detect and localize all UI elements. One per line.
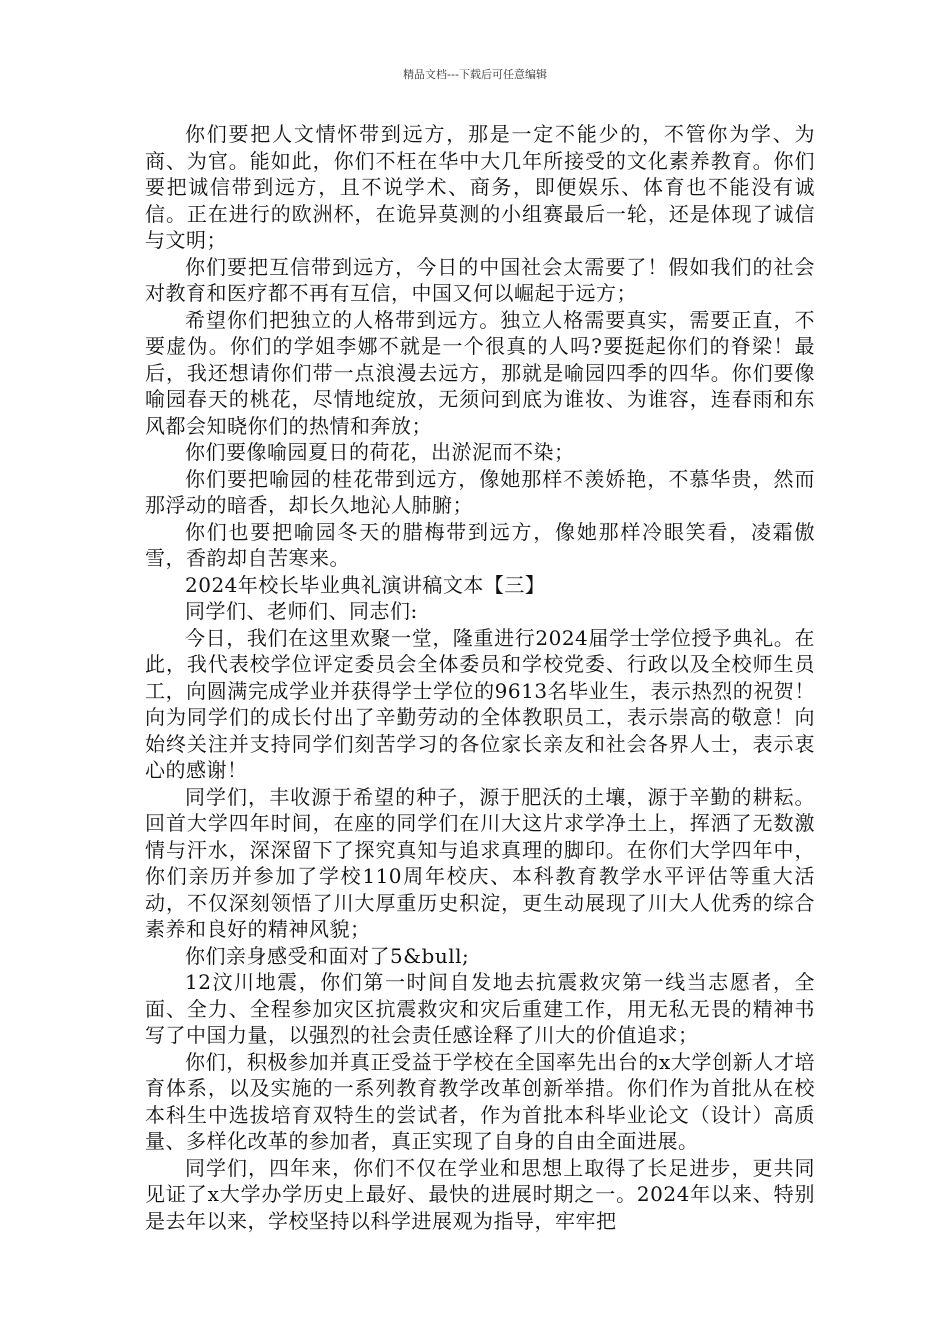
paragraph: 你们要把人文情怀带到远方，那是一定不能少的，不管你为学、为商、为官。能如此，你们不枉在华中大几年所接受的文化素养教育。你们要把诚信带到远方，且不说学术、商务，即便娱乐、体育也不能没有诚信。正在进行的欧洲杯，在诡异莫测的小组赛最后一轮，还是体现了诚信与文明； — [145, 122, 815, 252]
paragraph: 你们要像喻园夏日的荷花，出淤泥而不染； — [185, 440, 575, 464]
paragraph: 你们要把互信带到远方，今日的中国社会太需要了！假如我们的社会对教育和医疗都不再有互信，中国又何以崛起于远方； — [145, 254, 815, 305]
document-body — [145, 121, 815, 1234]
section-title: 2024年校长毕业典礼演讲稿文本【三】 — [185, 572, 546, 597]
page-header: 精品文档---下载后可任意编辑 — [403, 68, 547, 81]
paragraph: 你们也要把喻园冬天的腊梅带到远方，像她那样冷眼笑看，凌霜傲雪，香韵却自苦寒来。 — [145, 519, 815, 570]
paragraph: 12汶川地震，你们第一时间自发地去抗震救灾第一线当志愿者，全面、全力、全程参加灾区抗震救灾和灾后重建工作，用无私无畏的精神书写了中国力量，以强烈的社会责任感诠释了川大的价值追求； — [145, 970, 815, 1047]
paragraph: 同学们，四年来，你们不仅在学业和思想上取得了长足进步，更共同见证了x大学办学历史上最好、最快的进展时期之一。2024年以来、特别是去年以来，学校坚持以科学进展观为指导，牢牢把 — [145, 1155, 815, 1233]
paragraph: 你们，积极参加并真正受益于学校在全国率先出台的x大学创新人才培育体系，以及实施的一系列教育教学改革创新举措。你们作为首批从在校本科生中选拔培育双特生的尝试者，作为首批本科毕业论文（设计）高质量、多样化改革的参加者，真正实现了自身的自由全面进展。 — [145, 1049, 815, 1153]
paragraph: 你们要把喻园的桂花带到远方，像她那样不羡娇艳，不慕华贵，然而那浮动的暗香，却长久地沁人肺腑； — [145, 466, 815, 517]
paragraph: 今日，我们在这里欢聚一堂，隆重进行2024届学士学位授予典礼。在此，我代表校学位评定委员会全体委员和学校党委、行政以及全校师生员工，向圆满完成学业并获得学士学位的9613名毕业生，表示热烈的祝贺！向为同学们的成长付出了辛勤劳动的全体教职员工，表示崇高的敬意！向始终关注并支持同学们刻苦学习的各位家长亲友和社会各界人士，表示衷心的感谢！ — [145, 625, 815, 782]
salutation: 同学们、老师们、同志们: — [185, 599, 418, 623]
paragraph: 希望你们把独立的人格带到远方。独立人格需要真实，需要正直，不要虚伪。你们的学姐李娜不就是一个很真的人吗?要挺起你们的脊梁！最后，我还想请你们带一点浪漫去远方，那就是喻园四季的四华。你们要像喻园春天的桃花，尽情地绽放，无须问到底为谁妆、为谁容，连春雨和东风都会知晓你们的热情和奔放； — [145, 307, 815, 438]
paragraph: 你们亲身感受和面对了5&bull; — [185, 943, 470, 968]
paragraph: 同学们，丰收源于希望的种子，源于肥沃的土壤，源于辛勤的耕耘。回首大学四年时间，在座的同学们在川大这片求学净土上，挥洒了无数激情与汗水，深深留下了探究真知与追求真理的脚印。在你们大学四年中，你们亲历并参加了学校110周年校庆、本科教育教学水平评估等重大活动，不仅深刻领悟了川大厚重历史积淀，更生动展现了川大人优秀的综合素养和良好的精神风貌； — [145, 784, 815, 941]
